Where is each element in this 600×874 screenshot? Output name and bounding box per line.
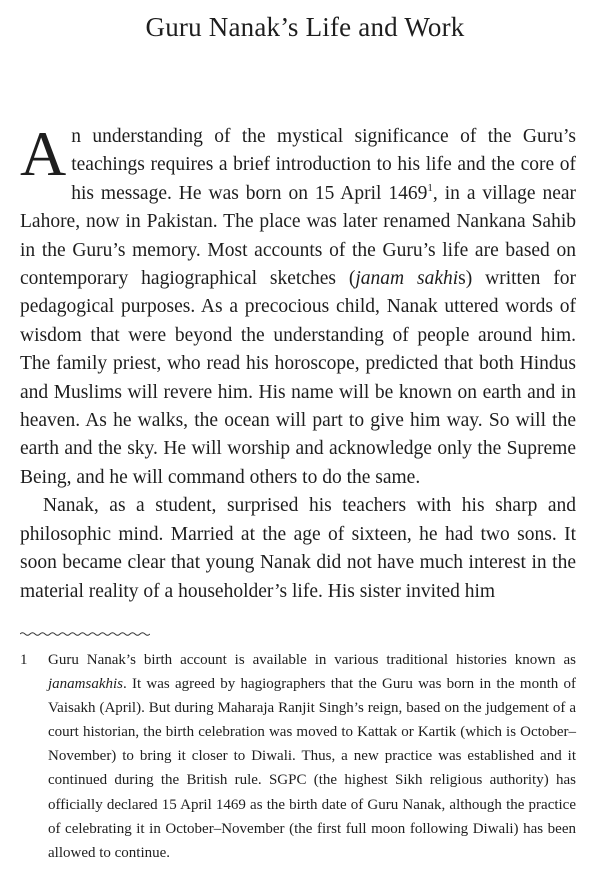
paragraph-2: Nanak, as a student, surprised his teachers with his sharp and philosophic mind. Married at the age of sixteen, he had two sons. It soon became clear that young Nanak did not have much interest in the material reality of a householder’s life. His sister invited him — [20, 495, 576, 602]
footnote — [20, 648, 576, 865]
footnote-text-start: Guru Nanak’s birth account is available in various traditional histories known as — [48, 652, 576, 668]
footnote-text — [48, 648, 576, 865]
paragraph-1-text-a: n understanding of the mystical significance of the Guru’s teachings requires a brief introduction to his life and the core of his message. He was born on 15 April 1469 — [71, 126, 576, 204]
paragraph-1-text-c: s) written for pedagogical purposes. As a precocious child, Nanak uttered words of wisdom that were beyond the understanding of people around him. The family priest, who read his horoscope, predicted that both Hindus and Muslims will revere him. His name will be known on earth and in heaven. As he walks, the ocean will part to give him way. So will the earth and the sky. He will worship and acknowledge only the Supreme Being, and he will command others to do the same. — [20, 268, 576, 488]
body-text — [20, 118, 576, 606]
paragraph-1-italic-term: janam sakhi — [355, 268, 459, 290]
chapter-title: Guru Nanak’s Life and Work — [145, 12, 465, 42]
footnote-reference: 1 — [427, 181, 433, 194]
footnote-number: 1 — [20, 652, 28, 668]
footnote-separator — [20, 631, 150, 637]
footnote-text-rest: . It was agreed by hagiographers that the Guru was born in the month of Vaisakh (April). But during Maharaja Ranjit Singh’s reign, based on the judgement of a court historian, the birth celebration was moved to Kattak or Kartik (which is October–November) to bring it closer to Diwali. Thus, a new practice was established and it continued during the British rule. SGPC (the highest Sikh religious authority) has officially declared 15 April 1469 as the birth date of Guru Nanak, although the practice of celebrating it in October–November (the first full moon following Diwali) has been allowed to continue. — [48, 676, 576, 861]
footnote-italic-term: janamsakhis — [48, 676, 123, 693]
drop-cap: A — [20, 118, 67, 189]
paragraph-1-text-b: , in a village near Lahore, now in Pakistan. The place was later renamed Nankana Sahib in the Guru’s memory. Most accounts of the Guru’s life are based on contemporary hagiographical sketches ( — [20, 182, 576, 290]
paragraph-1 — [20, 118, 576, 492]
